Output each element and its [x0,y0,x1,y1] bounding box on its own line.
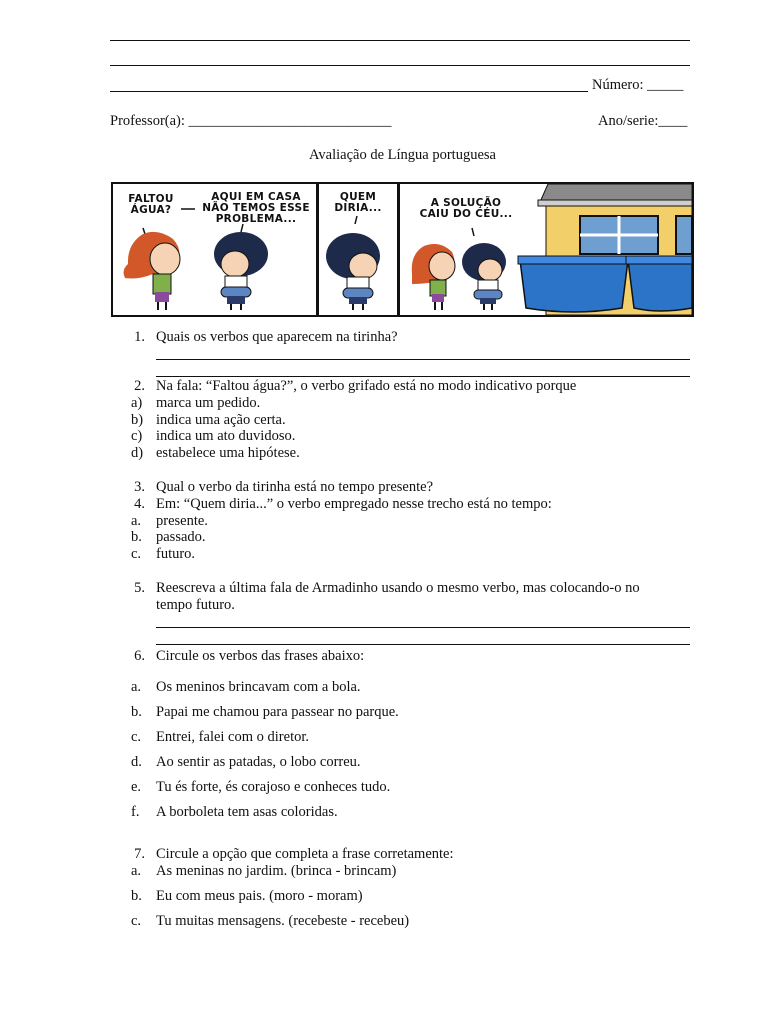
question-6-text: Circule os verbos das frases abaixo: [156,648,365,664]
q4-option-a-letter: a. [131,513,142,529]
question-7-text: Circule a opção que completa a frase corretamente: [156,846,454,862]
q7-item-c-letter: c. [131,913,142,929]
q2-option-b-letter: b) [131,412,144,428]
question-5-text-line-2: tempo futuro. [156,597,235,613]
q6-item-b-letter: b. [131,704,142,720]
question-1-text: Quais os verbos que aparecem na tirinha? [156,329,398,345]
q7-item-b[interactable]: Eu com meus pais. (moro - moram) [156,888,363,904]
speech-bubble-faltou-agua: FALTOU ÁGUA? [128,193,174,216]
q7-item-c[interactable]: Tu muitas mensagens. (recebeste - recebeu) [156,913,410,929]
question-5-number: 5. [134,580,145,596]
question-5-text-line-1: Reescreva a última fala de Armadinho usando o mesmo verbo, mas colocando-o no [156,580,640,596]
q6-item-e-letter: e. [131,779,142,795]
q4-option-c-letter: c. [131,546,142,562]
answer-line-1b[interactable] [156,376,690,377]
q2-option-c[interactable]: indica um ato duvidoso. [156,428,296,444]
speech-bubble-quem-diria: QUEM DIRIA... [334,191,382,214]
professor-label: Professor(a): ____________________________ [110,113,392,129]
question-3-text: Qual o verbo da tirinha está no tempo presente? [156,479,434,495]
ano-serie-label: Ano/serie:____ [598,113,688,129]
q2-option-b[interactable]: indica uma ação certa. [156,412,286,428]
q4-option-c[interactable]: futuro. [156,546,196,562]
q2-option-a[interactable]: marca um pedido. [156,395,261,411]
answer-line-5b[interactable] [156,644,690,645]
speech-bubble-aqui-em-casa: AQUI EM CASA NÃO TEMOS ESSE PROBLEMA... [202,191,310,225]
q6-item-d[interactable]: Ao sentir as patadas, o lobo correu. [156,754,361,770]
question-3-number: 3. [134,479,145,495]
question-4-text: Em: “Quem diria...” o verbo empregado nesse trecho está no tempo: [156,496,552,512]
q6-item-e[interactable]: Tu és forte, és corajoso e conheces tudo. [156,779,391,795]
comic-panel-2 [317,182,399,317]
q7-item-a[interactable]: As meninas no jardim. (brinca - brincam) [156,863,397,879]
header-line-2[interactable] [110,65,690,66]
numero-label: Número: _____ [592,77,684,93]
q4-option-a[interactable]: presente. [156,513,208,529]
q4-option-b-letter: b. [131,529,142,545]
header-line-3[interactable] [110,91,588,92]
page-title: Avaliação de Língua portuguesa [309,147,496,163]
q2-option-d[interactable]: estabelece uma hipótese. [156,445,300,461]
q7-item-b-letter: b. [131,888,142,904]
q6-item-c[interactable]: Entrei, falei com o diretor. [156,729,310,745]
q6-item-a[interactable]: Os meninos brincavam com a bola. [156,679,361,695]
q2-option-d-letter: d) [131,445,144,461]
q6-item-b[interactable]: Papai me chamou para passear no parque. [156,704,399,720]
q6-item-f-letter: f. [131,804,140,820]
comic-characters-panel-1 [113,184,316,315]
question-2-number: 2. [134,378,145,394]
q2-option-c-letter: c) [131,428,143,444]
question-2-text: Na fala: “Faltou água?”, o verbo grifado está no modo indicativo porque [156,378,577,394]
header-line-1[interactable] [110,40,690,41]
q4-option-b[interactable]: passado. [156,529,206,545]
answer-line-1a[interactable] [156,359,690,360]
question-4-number: 4. [134,496,145,512]
speech-bubble-solucao: A SOLUÇÃO CAIU DO CÉU... [419,197,513,220]
q6-item-a-letter: a. [131,679,142,695]
answer-line-5a[interactable] [156,627,690,628]
question-1-number: 1. [134,329,145,345]
comic-panel-1 [111,182,318,317]
q7-item-a-letter: a. [131,863,142,879]
comic-panel-3 [398,182,694,317]
comic-characters-panel-2 [319,184,397,315]
q2-option-a-letter: a) [131,395,143,411]
q6-item-f[interactable]: A borboleta tem asas coloridas. [156,804,338,820]
question-6-number: 6. [134,648,145,664]
question-7-number: 7. [134,846,145,862]
q6-item-d-letter: d. [131,754,142,770]
q6-item-c-letter: c. [131,729,142,745]
